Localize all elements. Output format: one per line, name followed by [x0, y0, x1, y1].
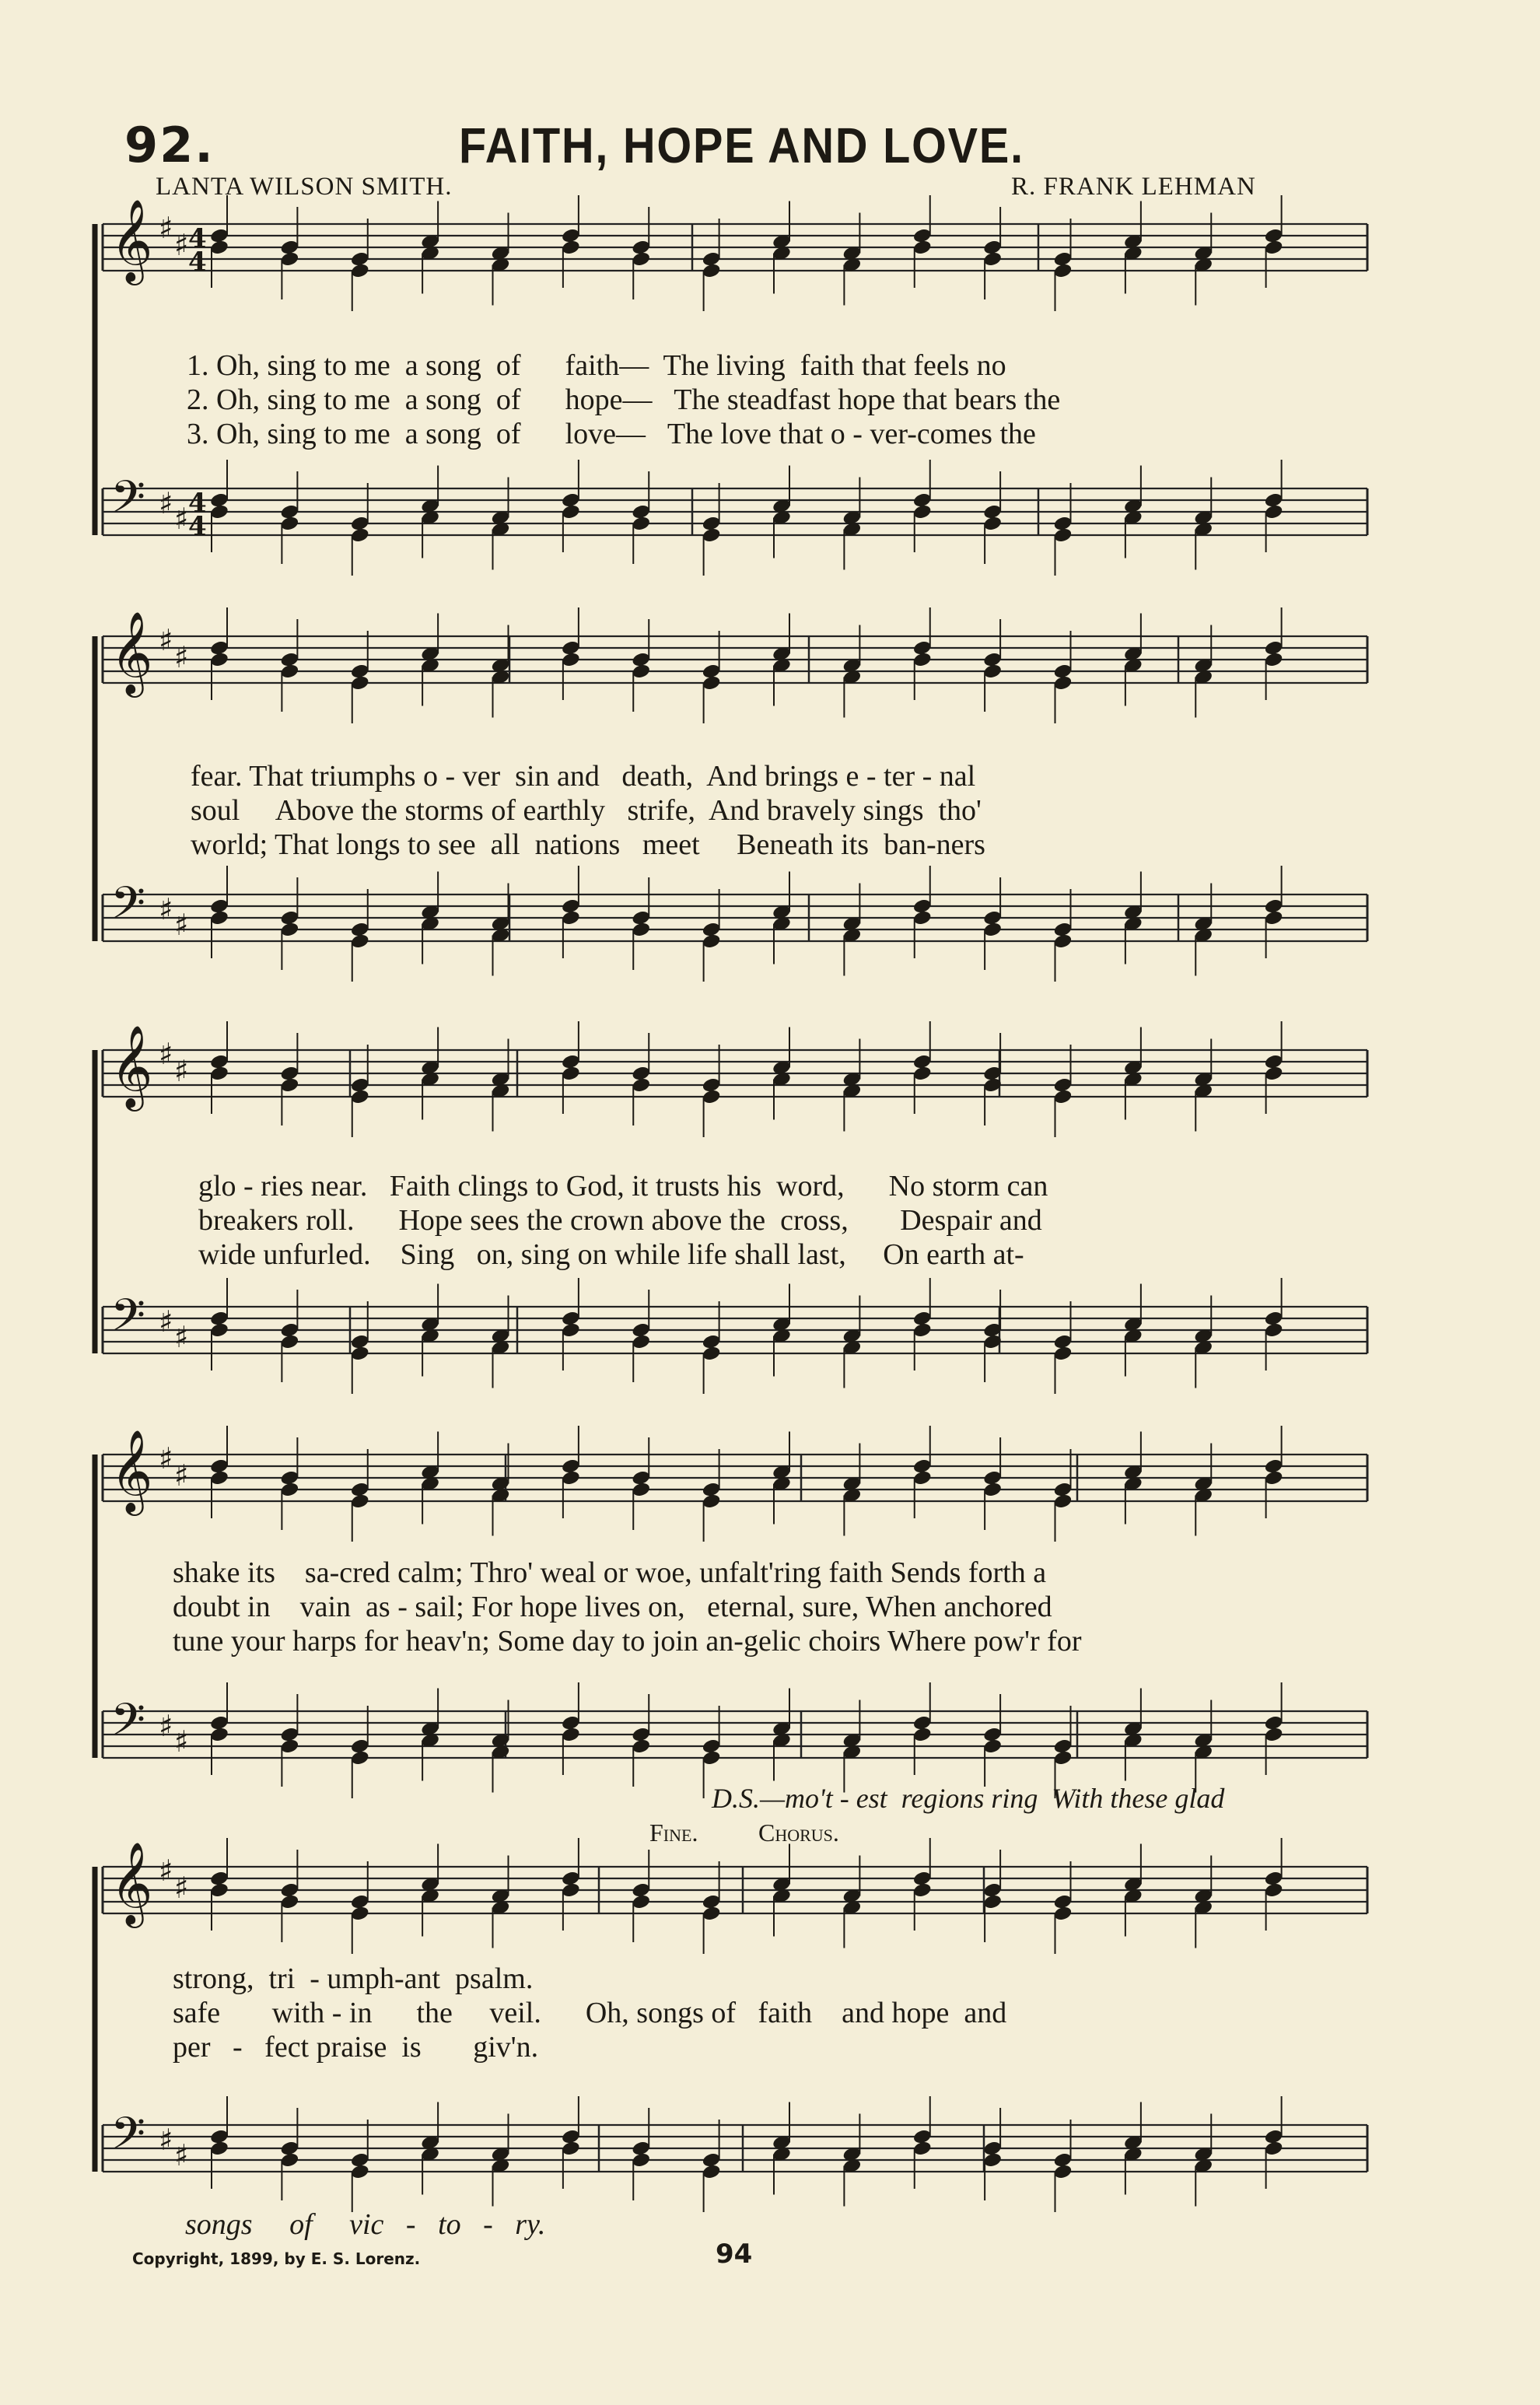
lyric-line: safe with - in the veil. Oh, songs of faith and hope and: [173, 1997, 1007, 2029]
treble-clef-icon: 𝄞: [110, 1429, 153, 1512]
sharp-icon: ♯: [174, 908, 189, 942]
lyric-line: per - fect praise is giv'n.: [173, 2031, 539, 2064]
bass-clef-icon: 𝄢: [110, 2107, 146, 2171]
treble-clef-icon: 𝄞: [110, 198, 153, 282]
lyric-line: wide unfurled. Sing on, sing on while life shall last, On earth at-: [198, 1238, 1024, 1271]
sharp-icon: ♯: [159, 1709, 173, 1743]
sharp-icon: ♯: [159, 211, 173, 245]
sharp-icon: ♯: [159, 1037, 173, 1071]
treble-clef-icon: 𝄞: [110, 1024, 153, 1108]
sharp-icon: ♯: [159, 1854, 173, 1888]
ds-instruction: D.S.—mo't - est regions ring With these glad: [712, 1783, 1225, 1814]
chorus-label: Chorus.: [758, 1819, 839, 1847]
sharp-icon: ♯: [159, 486, 173, 520]
sharp-icon: ♯: [174, 1458, 189, 1493]
sharp-icon: ♯: [159, 1304, 173, 1339]
copyright: Copyright, 1899, by E. S. Lorenz.: [132, 2249, 421, 2268]
sharp-icon: ♯: [174, 1724, 189, 1759]
lyric-line: doubt in vain as - sail; For hope lives on, eternal, sure, When anchored: [173, 1591, 1052, 1623]
time-signature: 4: [188, 223, 207, 254]
lyric-line: world; That longs to see all nations meet Beneath its ban-ners: [191, 828, 985, 861]
composer-credit: R. FRANK LEHMAN: [1011, 173, 1256, 201]
lyric-line: fear. That triumphs o - ver sin and death, And brings e - ter - nal: [191, 760, 976, 793]
lyric-line: shake its sa-cred calm; Thro' weal or woe, unfalt'ring faith Sends forth a: [173, 1556, 1047, 1589]
bass-clef-icon: 𝄢: [110, 1289, 146, 1353]
bass-clef-icon: 𝄢: [110, 877, 146, 940]
hymn-title: FAITH, HOPE AND LOVE.: [459, 117, 1024, 173]
sharp-icon: ♯: [174, 640, 189, 674]
lyric-line: glo - ries near. Faith clings to God, it trusts his word, No storm can: [198, 1170, 1048, 1202]
sharp-icon: ♯: [174, 2138, 189, 2172]
sharp-icon: ♯: [159, 623, 173, 657]
bass-clef-icon: 𝄢: [110, 471, 146, 534]
sharp-icon: ♯: [159, 1441, 173, 1476]
sharp-icon: ♯: [174, 502, 189, 536]
lyric-line: tune your harps for heav'n; Some day to join an-gelic choirs Where pow'r for: [173, 1625, 1082, 1658]
author-credit: LANTA WILSON SMITH.: [156, 173, 453, 201]
sharp-icon: ♯: [174, 228, 189, 262]
page-number: 94: [716, 2239, 753, 2270]
lyric-line: strong, tri - umph-ant psalm.: [173, 1962, 534, 1995]
treble-clef-icon: 𝄞: [110, 611, 153, 694]
time-signature: 4: [188, 488, 207, 519]
bass-clef-icon: 𝄢: [110, 1693, 146, 1757]
lyric-line: breakers roll. Hope sees the crown above the cross, Despair and: [198, 1204, 1042, 1237]
sharp-icon: ♯: [174, 1054, 189, 1088]
sharp-icon: ♯: [159, 2123, 173, 2157]
lyric-line: 1. Oh, sing to me a song of faith— The living faith that feels no: [187, 349, 1006, 382]
fine-label: Fine.: [649, 1819, 698, 1847]
lyric-line: soul Above the storms of earthly strife, And bravely sings tho': [191, 794, 982, 827]
lyric-line: 3. Oh, sing to me a song of love— The love that o - ver-comes the: [187, 418, 1036, 450]
treble-clef-icon: 𝄞: [110, 1841, 153, 1924]
bottom-lyric: songs of vic - to - ry.: [185, 2208, 546, 2241]
sharp-icon: ♯: [174, 1871, 189, 1905]
time-signature: 4: [188, 511, 207, 542]
hymn-number: 92.: [124, 117, 215, 173]
lyric-line: 2. Oh, sing to me a song of hope— The steadfast hope that bears the: [187, 383, 1061, 416]
time-signature: 4: [188, 247, 207, 278]
sharp-icon: ♯: [174, 1320, 189, 1354]
sharp-icon: ♯: [159, 892, 173, 926]
